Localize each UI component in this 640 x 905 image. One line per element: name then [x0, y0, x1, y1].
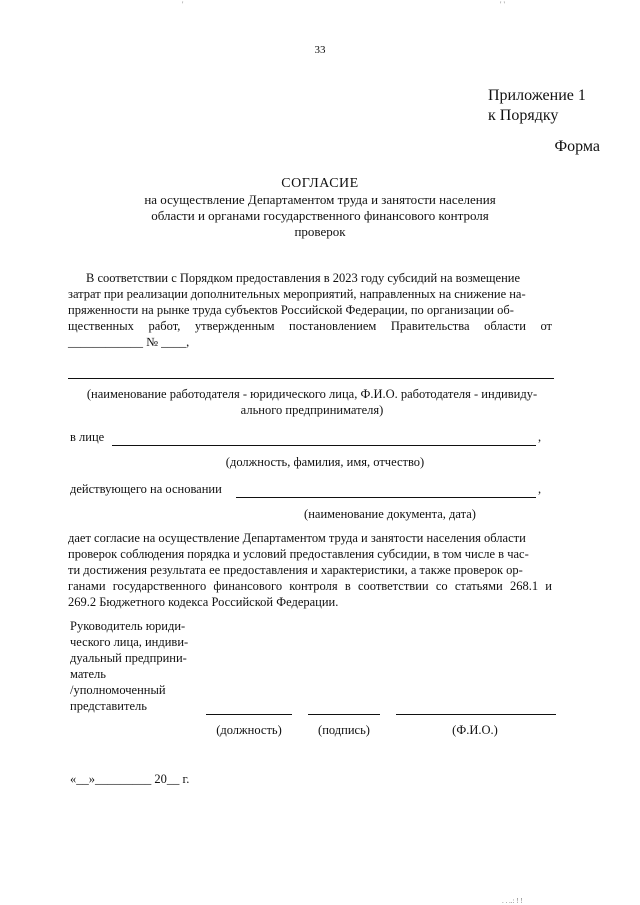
consent-line-2: проверок соблюдения порядка и условий предоставления субсидии, в том числе в час-: [68, 547, 529, 561]
in-person-label: в лице: [70, 430, 105, 444]
signatory-line-4: матель: [70, 667, 106, 681]
title-line-3: проверок: [294, 224, 346, 239]
signatory-line-5: /уполномоченный: [70, 683, 166, 697]
signatory-line-1: Руководитель юриди-: [70, 619, 186, 633]
intro-paragraph: [68, 270, 552, 350]
scan-mark-top-left: ': [182, 0, 184, 9]
in-person-caption: (должность, фамилия, имя, отчество): [225, 455, 425, 469]
basis-line: [236, 497, 536, 498]
form-label: Форма: [554, 138, 600, 155]
consent-line-3: ти достижения результата ее предоставления и характеристики, а также проверок ор-: [68, 563, 523, 577]
title-line-2: области и органами государственного финансового контроля: [151, 208, 489, 223]
intro-line-3: пряженности на рынке труда субъектов Российской Федерации, по организации об-: [68, 303, 514, 317]
employer-caption: [64, 386, 560, 418]
basis-caption: (наименование документа, дата): [304, 507, 476, 521]
intro-line-4: щественных работ, утвержденным постановлением Правительства области от: [68, 319, 552, 333]
consent-paragraph: [68, 530, 552, 610]
signature-line: [308, 714, 380, 715]
basis-label: действующего на основании: [70, 482, 222, 496]
appendix-line-2: к Порядку: [488, 107, 559, 124]
page-number: 33: [314, 44, 326, 56]
in-person-comma: ,: [538, 430, 542, 444]
signature-caption: (подпись): [318, 723, 370, 737]
date-line: «__»_________ 20__ г.: [70, 772, 190, 786]
document-title: [60, 176, 580, 240]
appendix-line-1: Приложение 1: [488, 87, 586, 104]
intro-line-1: В соответствии с Порядком предоставления в 2023 году субсидий на возмещение: [86, 271, 521, 285]
consent-line-5: 269.2 Бюджетного кодекса Российской Федерации.: [68, 595, 339, 609]
intro-line-2: затрат при реализации дополнительных мероприятий, направленных на снижение на-: [68, 287, 526, 301]
signatory-line-3: дуальный предприни-: [70, 651, 187, 665]
employer-caption-line-2: ального предпринимателя): [240, 403, 384, 417]
appendix-reference: [488, 86, 586, 126]
title-line-1: на осуществление Департаментом труда и занятости населения: [144, 192, 496, 207]
consent-line-4: ганами государственного финансового контроля в соответствии со статьями 268.1 и: [68, 579, 552, 593]
employer-name-line: [68, 378, 554, 379]
name-caption: (Ф.И.О.): [452, 723, 498, 737]
basis-comma: ,: [538, 482, 542, 496]
signatory-line-6: представитель: [70, 699, 147, 713]
signatory-block: [70, 618, 188, 714]
intro-line-5: ____________ № ____,: [68, 335, 190, 349]
employer-caption-line-1: (наименование работодателя - юридического лица, Ф.И.О. работодателя - индивиду-: [86, 387, 538, 401]
position-caption: (должность): [216, 723, 282, 737]
in-person-line: [112, 445, 536, 446]
scan-mark-top-right: ' ': [500, 0, 505, 9]
position-signature-line: [206, 714, 292, 715]
name-signature-line: [396, 714, 556, 715]
signatory-line-2: ческого лица, индиви-: [70, 635, 189, 649]
title-heading: СОГЛАСИЕ: [281, 176, 359, 191]
scan-mark-bottom: . . ..: ! !: [502, 897, 523, 905]
consent-line-1: дает согласие на осуществление Департаментом труда и занятости населения области: [68, 531, 526, 545]
